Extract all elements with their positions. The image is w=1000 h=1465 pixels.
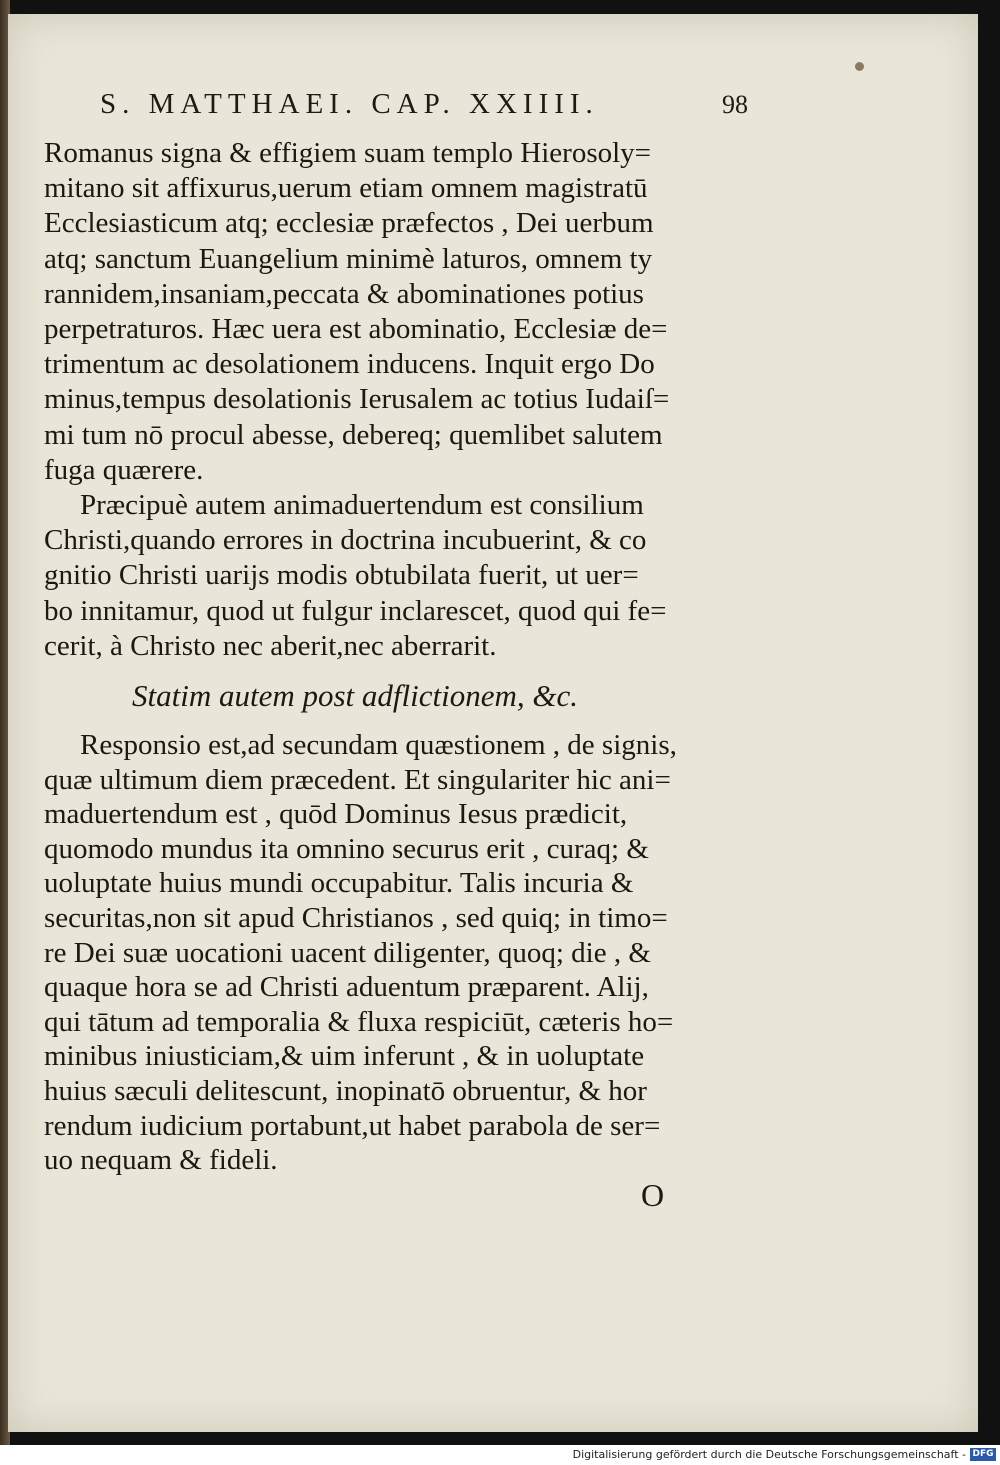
text-line: uo nequam & fideli.	[44, 1144, 278, 1177]
text-line: bo innitamur, quod ut fulgur inclarescet, quod qui fe=	[44, 594, 667, 627]
text-line: perpetraturos. Hæc uera est abominatio, Ecclesiæ de=	[44, 313, 668, 345]
text-line: gnitio Christi uarijs modis obtubilata fuerit, ut uer=	[44, 559, 639, 592]
text-line: mitano sit affixurus,uerum etiam omnem magistratū	[44, 172, 648, 205]
text-line: re Dei suæ uocationi uacent diligenter, quoq; die , &	[44, 936, 651, 969]
text-line: Ecclesiasticum atq; ecclesiæ præfectos , Dei uerbum	[44, 207, 654, 240]
text-line: securitas,non sit apud Christianos , sed quiq; in timo=	[44, 902, 668, 934]
text-line: Præcipuè autem animaduertendum est consilium	[80, 489, 644, 521]
text-line: Romanus signa & effigiem suam templo Hierosoly=	[44, 137, 652, 169]
running-head: S. MATTHAEI. CAP. XXIIII.	[100, 88, 599, 120]
section-heading: Statim autem post adflictionem, &c.	[132, 678, 579, 713]
text-line: qui tātum ad temporalia & fluxa respiciūt, cæteris ho=	[44, 1005, 674, 1038]
text-line: quæ ultimum diem præcedent. Et singulariter hic ani=	[44, 763, 671, 796]
text-line: quomodo mundus ita omnino securus erit , curaq; &	[44, 832, 649, 865]
dfg-logo-icon: DFG	[970, 1448, 996, 1461]
text-line: rendum iudicium portabunt,ut habet parabola de ser=	[44, 1109, 661, 1142]
paper-stain	[855, 62, 864, 71]
catchword: O	[641, 1177, 665, 1213]
text-line: minibus iniusticiam,& uim inferunt , & in uoluptate	[44, 1040, 645, 1073]
text-line: uoluptate huius mundi occupabitur. Talis incuria &	[44, 867, 634, 900]
text-line: cerit, à Christo nec aberit,nec aberrarit.	[44, 629, 497, 662]
text-line: mi tum nō procul abesse, debereq; quemlibet salutem	[44, 418, 663, 451]
text-line: rannidem,insaniam,peccata & abominationes potius	[44, 277, 644, 310]
text-line: atq; sanctum Euangelium minimè laturos, omnem ty	[44, 242, 653, 275]
text-line: maduertendum est , quōd Dominus Iesus prædicit,	[44, 798, 628, 831]
text-line: Christi,quando errores in doctrina incubuerint, & co	[44, 524, 647, 557]
text-line: quaque hora se ad Christi aduentum præparent. Alij,	[44, 971, 649, 1004]
footer-credit: Digitalisierung gefördert durch die Deutsche Forschungsgemeinschaft -	[572, 1448, 966, 1461]
text-line: fuga quærere.	[44, 453, 204, 486]
text-line: Responsio est,ad secundam quæstionem , de signis,	[80, 729, 677, 761]
text-line: trimentum ac desolationem inducens. Inquit ergo Do	[44, 348, 655, 381]
folio-number: 98	[722, 90, 748, 119]
text-line: huius sæculi delitescunt, inopinatō obruentur, & hor	[44, 1075, 647, 1107]
text-line: minus,tempus desolationis Ierusalem ac totius Iudaiſ=	[44, 383, 670, 416]
